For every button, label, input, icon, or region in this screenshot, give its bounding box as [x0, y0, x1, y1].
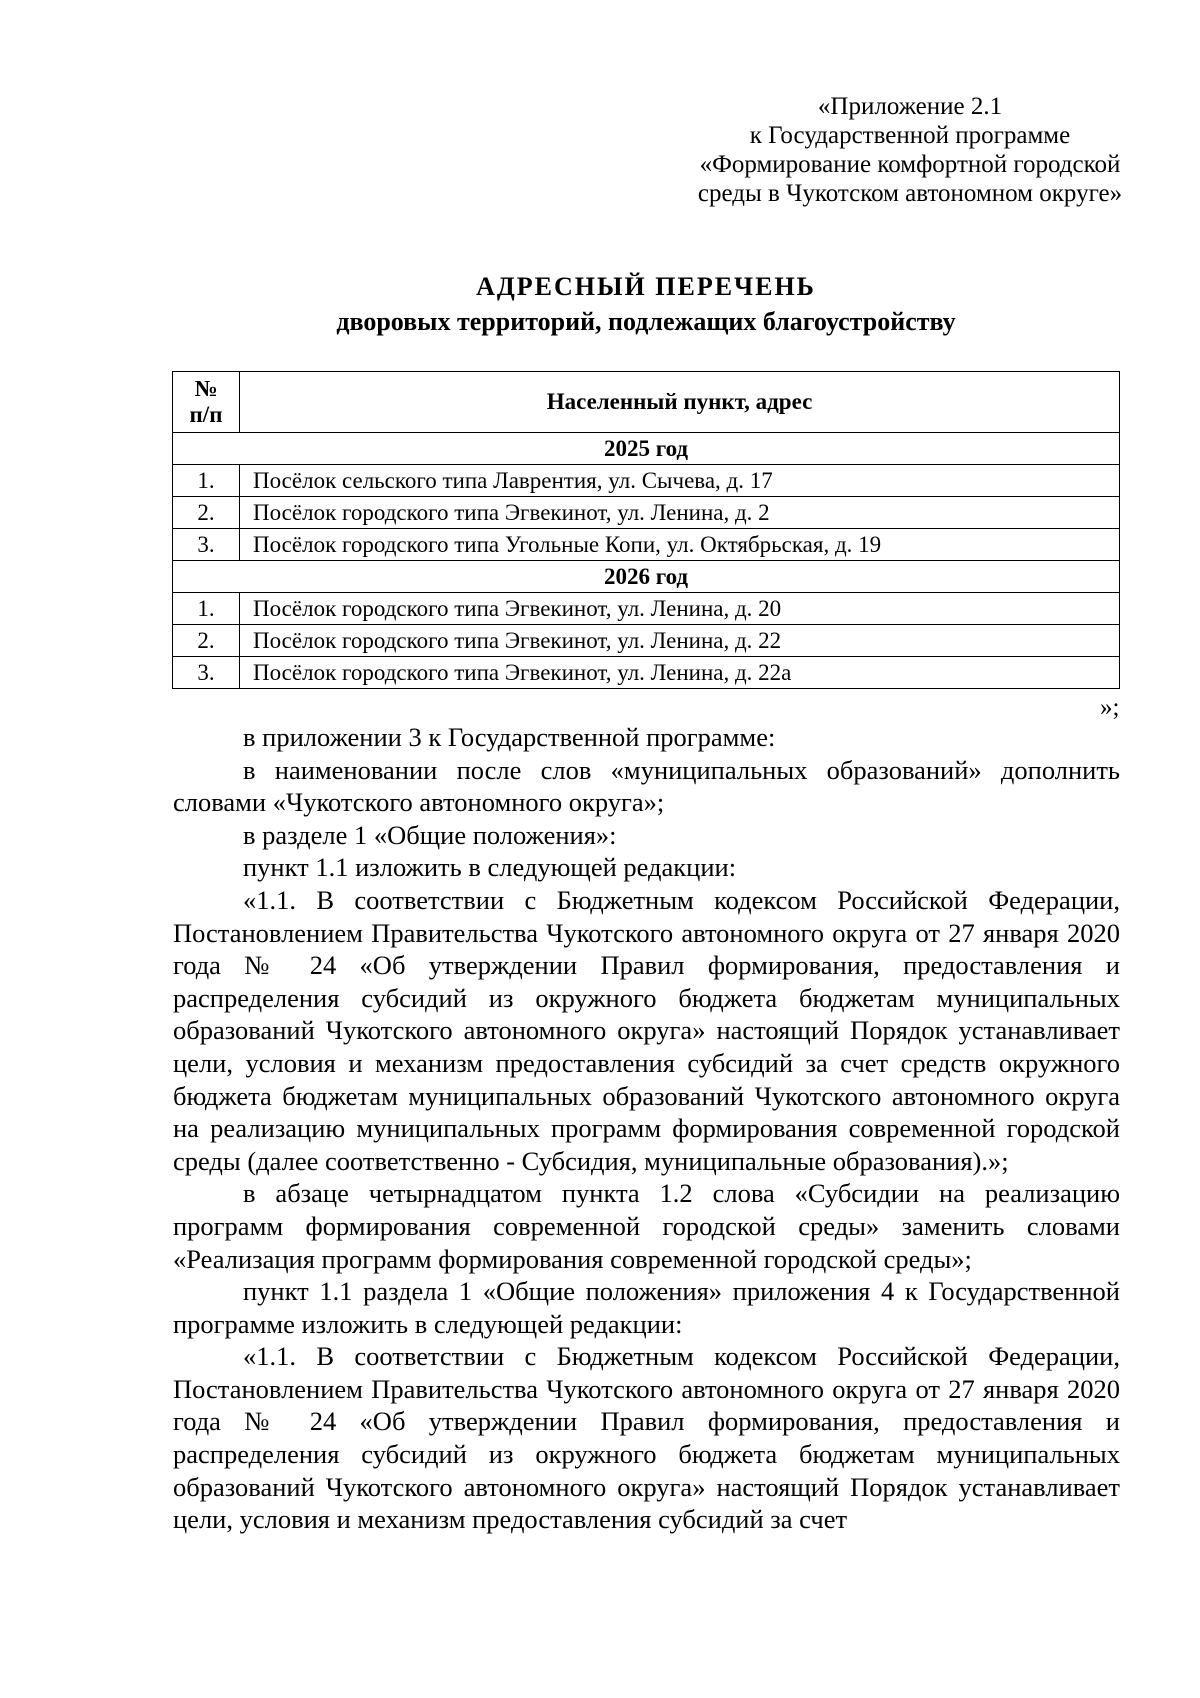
- annex-reference: [680, 92, 1140, 208]
- document-title: АДРЕСНЫЙ ПЕРЕЧЕНЬ: [476, 272, 816, 301]
- header-number-sign: №: [194, 376, 218, 401]
- paragraph: «1.1. В соответствии с Бюджетным кодексом Российской Федерации, Постановлением Правительства Чукотского автономного округа от 27 января 2020 года № 24 «Об утверждении Правил формирования, предоставления и распределения субсидий из окружного бюджета бюджетам муниципальных образований Чукотского автономного округа» настоящий Порядок устанавливает цели, условия и механизм предоставления субсидий за счет: [173, 1341, 1120, 1535]
- table-row: [173, 497, 1120, 529]
- paragraph: пункт 1.1 изложить в следующей редакции:: [243, 852, 737, 883]
- paragraph: в абзаце четырнадцатом пункта 1.2 слова «Субсидии на реализацию программ формирования современной городской среды» заменить словами «Реализация программ формирования современной городской среды»;: [173, 1178, 1120, 1274]
- year-row: [173, 561, 1120, 593]
- table-header-row: [173, 372, 1120, 433]
- row-number: 1.: [173, 465, 240, 497]
- row-number: 2.: [173, 497, 240, 529]
- row-address: Посёлок городского типа Эгвекинот, ул. Ленина, д. 20: [240, 593, 1120, 625]
- document-body: [173, 721, 1120, 1536]
- table-row: [173, 657, 1120, 689]
- year-row: [173, 433, 1120, 465]
- row-address: Посёлок городского типа Угольные Копи, ул. Октябрьская, д. 19: [240, 529, 1120, 561]
- paragraph: в разделе 1 «Общие положения»:: [243, 819, 617, 850]
- row-address: Посёлок городского типа Эгвекинот, ул. Ленина, д. 22: [240, 625, 1120, 657]
- annex-line-1: «Приложение 2.1: [817, 93, 1003, 120]
- paragraph: «1.1. В соответствии с Бюджетным кодексом Российской Федерации, Постановлением Правительства Чукотского автономного округа от 27 января 2020 года № 24 «Об утверждении Правил формирования, предоставления и распределения субсидий из окружного бюджета бюджетам муниципальных образований Чукотского автономного округа» настоящий Порядок устанавливает цели, условия и механизм предоставления субсидий за счет средств окружного бюджета бюджетам муниципальных образований Чукотского автономного округа на реализацию муниципальных программ формирования современной городской среды (далее соответственно - Субсидия, муниципальные образования).»;: [173, 884, 1120, 1176]
- table-row: [173, 465, 1120, 497]
- table-row: [173, 593, 1120, 625]
- row-address: Посёлок сельского типа Лаврентия, ул. Сычева, д. 17: [240, 465, 1120, 497]
- annex-line-4: среды в Чукотском автономном округе»: [697, 180, 1123, 207]
- row-address: Посёлок городского типа Эгвекинот, ул. Ленина, д. 22а: [240, 657, 1120, 689]
- row-number: 1.: [173, 593, 240, 625]
- row-number: 3.: [173, 529, 240, 561]
- address-table: [172, 371, 1120, 689]
- year-label: 2026 год: [173, 561, 1120, 593]
- table-row: [173, 529, 1120, 561]
- paragraph: в наименовании после слов «муниципальных образований» дополнить словами «Чукотского автономного округа»;: [173, 754, 1120, 818]
- paragraph: в приложении 3 к Государственной программе:: [243, 722, 776, 752]
- header-number: [173, 372, 240, 433]
- paragraph: пункт 1.1 раздела 1 «Общие положения» приложения 4 к Государственной программе изложить в следующей редакции:: [173, 1276, 1120, 1339]
- annex-line-2: к Государственной программе: [749, 122, 1071, 149]
- annex-line-3: «Формирование комфортной городской: [699, 151, 1121, 178]
- header-address: Населенный пункт, адрес: [240, 372, 1120, 433]
- table-row: [173, 625, 1120, 657]
- row-number: 3.: [173, 657, 240, 689]
- header-number-pp: п/п: [189, 402, 223, 427]
- document-subtitle: дворовых территорий, подлежащих благоустройству: [336, 307, 956, 336]
- row-address: Посёлок городского типа Эгвекинот, ул. Ленина, д. 2: [240, 497, 1120, 529]
- row-number: 2.: [173, 625, 240, 657]
- year-label: 2025 год: [173, 433, 1120, 465]
- closing-quote-mark: »;: [1100, 694, 1120, 721]
